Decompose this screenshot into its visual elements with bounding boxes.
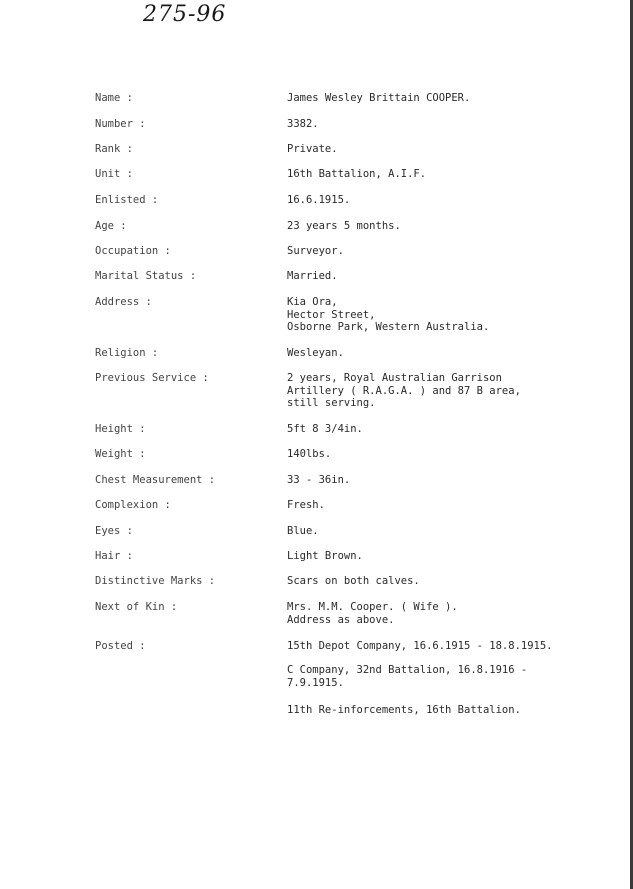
field-value: Married.	[287, 270, 338, 282]
field-label: Eyes :	[95, 525, 133, 537]
field-value: Fresh.	[287, 499, 325, 511]
field-label: Age :	[95, 220, 127, 232]
field-label: Next of Kin :	[95, 601, 178, 613]
field-label: Previous Service :	[95, 372, 209, 384]
field-label: Height :	[95, 423, 146, 435]
field-label: Hair :	[95, 550, 133, 562]
field-label: Distinctive Marks :	[95, 575, 216, 587]
field-label: Posted :	[95, 640, 146, 652]
field-label: Weight :	[95, 448, 146, 460]
field-value: Scars on both calves.	[287, 575, 420, 587]
field-label: Complexion :	[95, 499, 171, 511]
field-value: James Wesley Brittain COOPER.	[287, 92, 471, 104]
field-value: 140lbs.	[287, 448, 332, 460]
field-label: Marital Status :	[95, 270, 197, 282]
field-value: 16th Battalion, A.I.F.	[287, 168, 427, 180]
field-value: Light Brown.	[287, 550, 363, 562]
field-label: Name :	[95, 92, 133, 104]
field-label: Enlisted :	[95, 194, 159, 206]
posted-entry: C Company, 32nd Battalion, 16.8.1916 - 7.9.1915.	[287, 664, 528, 689]
field-value: 2 years, Royal Australian Garrison Artillery ( R.A.G.A. ) and 87 B area, still serving.	[287, 372, 521, 409]
field-value: Private.	[287, 143, 338, 155]
posted-entry: 11th Re-inforcements, 16th Battalion.	[287, 704, 521, 716]
field-label: Rank :	[95, 143, 133, 155]
field-value: Blue.	[287, 525, 319, 537]
field-value: 23 years 5 months.	[287, 220, 401, 232]
field-value: Surveyor.	[287, 245, 344, 257]
field-value: Mrs. M.M. Cooper. ( Wife ). Address as above.	[287, 601, 458, 626]
field-value: 33 - 36in.	[287, 474, 351, 486]
field-value: 3382.	[287, 118, 319, 130]
field-label: Unit :	[95, 168, 133, 180]
posted-entry: 15th Depot Company, 16.6.1915 - 18.8.1915.	[287, 640, 553, 652]
field-label: Occupation :	[95, 245, 171, 257]
field-label: Religion :	[95, 347, 159, 359]
handwritten-reference-number: 275-96	[143, 2, 227, 27]
field-value: 16.6.1915.	[287, 194, 351, 206]
field-value: Wesleyan.	[287, 347, 344, 359]
field-value: Kia Ora, Hector Street, Osborne Park, Western Australia.	[287, 296, 490, 333]
field-value: 5ft 8 3/4in.	[287, 423, 363, 435]
field-label: Address :	[95, 296, 152, 308]
field-label: Chest Measurement :	[95, 474, 216, 486]
field-label: Number :	[95, 118, 146, 130]
